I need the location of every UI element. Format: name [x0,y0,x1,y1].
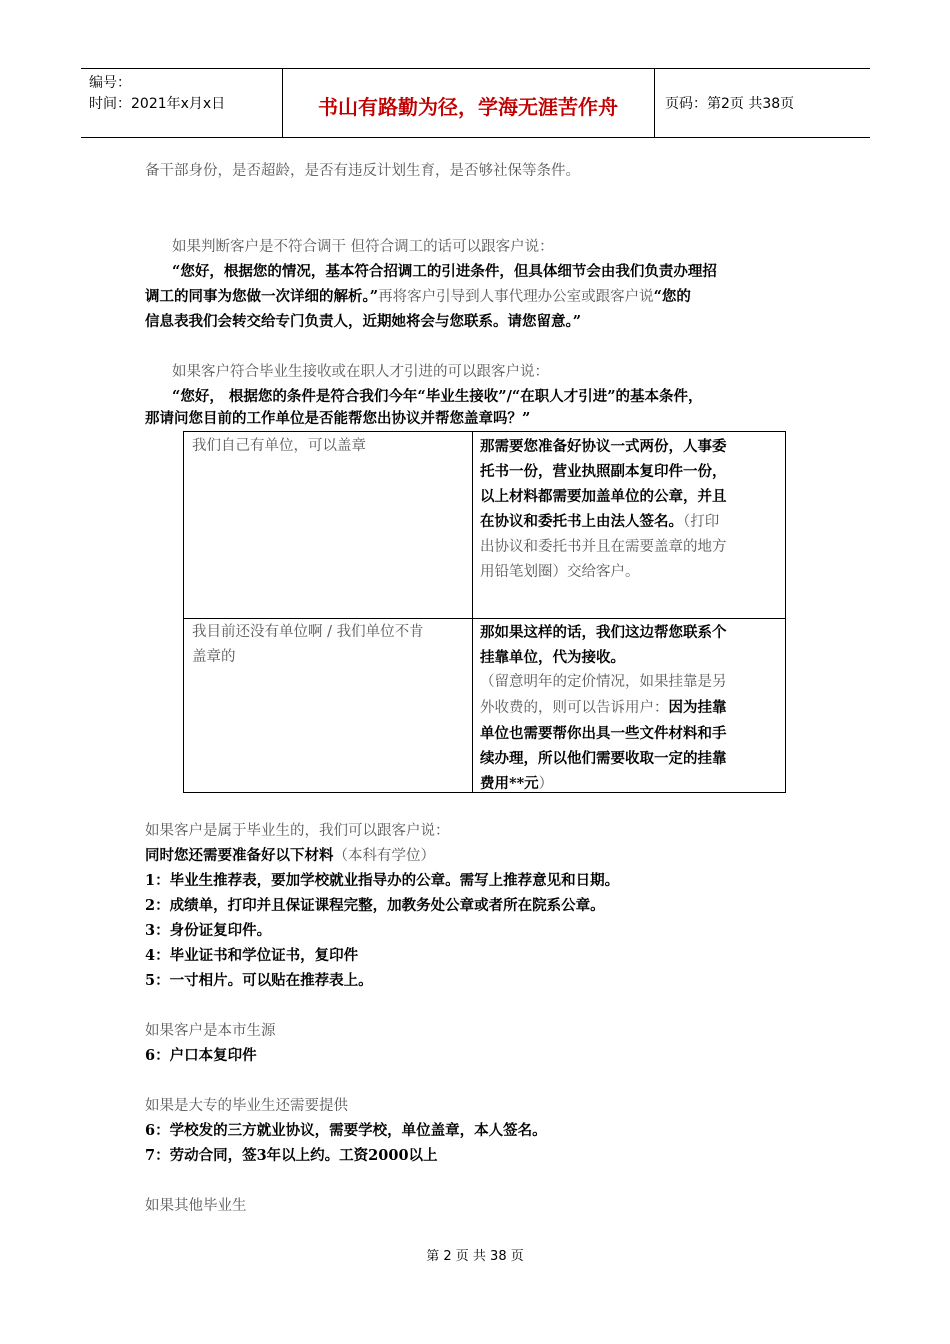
cell-line [480,509,780,535]
page-header [81,68,870,138]
cell-line: 托书一份，营业执照副本复印件一份， [480,463,727,480]
cell-text: 费用**元 [480,775,539,792]
table-cell-row2-right [480,620,780,797]
cell-line: 出协议和委托书并且在需要盖章的地方 [480,539,727,555]
table-cell-row1-left: 我们自己有单位，可以盖章 [192,438,366,454]
cell-line: 盖章的 [192,649,236,665]
cell-line: （留意明年的定价情况，如果挂靠是另 [480,674,727,690]
cell-line: 那如果这样的话，我们这边帮您联系个 [480,624,727,641]
table-divider [184,618,785,619]
material-item: 1：毕业生推荐表，要加学校就业指导办的公章。需写上推荐意见和日期。 [145,872,620,889]
motto: 书山有路勤为径，学海无涯苦作舟 [318,95,618,119]
paragraph: “您好， 根据您的条件是符合我们今年“毕业生接收”/“在职人才引进”的基本条件， [172,388,703,405]
materials-heading [145,843,435,869]
cell-line [480,771,780,797]
document-number-label: 编号： [89,75,131,91]
paragraph [145,284,691,310]
quote-text: “您的 [653,288,691,305]
material-item: 4：毕业证书和学位证书，复印件 [145,947,359,964]
cell-line: 以上材料都需要加盖单位的公章，并且 [480,488,727,505]
paragraph: 那请问您目前的工作单位是否能帮您出协议并帮您盖章吗？” [145,410,531,427]
instruction-text: 再将客户引导到人事代理办公室或跟客户说 [378,289,654,305]
cell-line: 我目前还没有单位啊 / 我们单位不肯 [192,624,424,640]
cell-line: 挂靠单位，代为接收。 [480,649,625,666]
heading-note: （本科有学位） [333,848,435,864]
material-item: 2：成绩单，打印并且保证课程完整，加教务处公章或者所在院系公章。 [145,897,605,914]
paragraph: 如果其他毕业生 [145,1198,247,1214]
paragraph: 如果是大专的毕业生还需要提供 [145,1098,348,1114]
cell-line [480,695,780,721]
cell-line: 用铅笔划圈）交给客户。 [480,564,640,580]
material-item: 7：劳动合同，签3年以上约。工资2000以上 [145,1147,438,1164]
paragraph: 如果判断客户是不符合调干 但符合调工的话可以跟客户说： [172,239,554,255]
table-cell-row1-right [480,434,780,585]
paragraph: 如果客户是属于毕业生的，我们可以跟客户说： [145,823,450,839]
heading-text: 同时您还需要准备好以下材料 [145,847,334,864]
paragraph: 信息表我们会转交给专门负责人，近期她将会与您联系。请您留意。” [145,313,582,330]
cell-text: 外收费的，则可以告诉用户： [480,700,669,716]
paragraph: 如果客户符合毕业生接收或在职人才引进的可以跟客户说： [172,364,549,380]
header-motto-cell [282,69,655,137]
paragraph: 备干部身份，是否超龄，是否有违反计划生育，是否够社保等条件。 [145,163,580,179]
material-item: 3：身份证复印件。 [145,922,272,939]
page-footer: 第 2 页 共 38 页 [426,1249,524,1264]
cell-text: （打印 [683,514,720,530]
header-meta [81,69,283,137]
table-cell-row2-left [192,620,424,670]
cell-text: ） [538,776,554,792]
material-item: 5：一寸相片。可以贴在推荐表上。 [145,972,373,989]
cell-line: 单位也需要帮你出具一些文件材料和手 [480,725,727,742]
paragraph: 如果客户是本市生源 [145,1023,276,1039]
document-date: 时间：2021年x月x日 [89,96,226,112]
table-divider [472,432,473,792]
cell-line: 那需要您准备好协议一式两份，人事委 [480,438,727,455]
material-item: 6：学校发的三方就业协议，需要学校，单位盖章，本人签名。 [145,1122,547,1139]
cell-text: 在协议和委托书上由法人签名。 [480,513,683,530]
response-table [183,431,786,793]
header-page-info: 页码：第2页 共38页 [665,96,795,112]
cell-line: 续办理，所以他们需要收取一定的挂靠 [480,750,727,767]
quote-text: 调工的同事为您做一次详细的解析。” [145,288,379,305]
material-item: 6：户口本复印件 [145,1047,257,1064]
paragraph: “您好，根据您的情况，基本符合招调工的引进条件，但具体细节会由我们负责办理招 [172,263,717,280]
cell-text: 因为挂靠 [668,699,727,716]
